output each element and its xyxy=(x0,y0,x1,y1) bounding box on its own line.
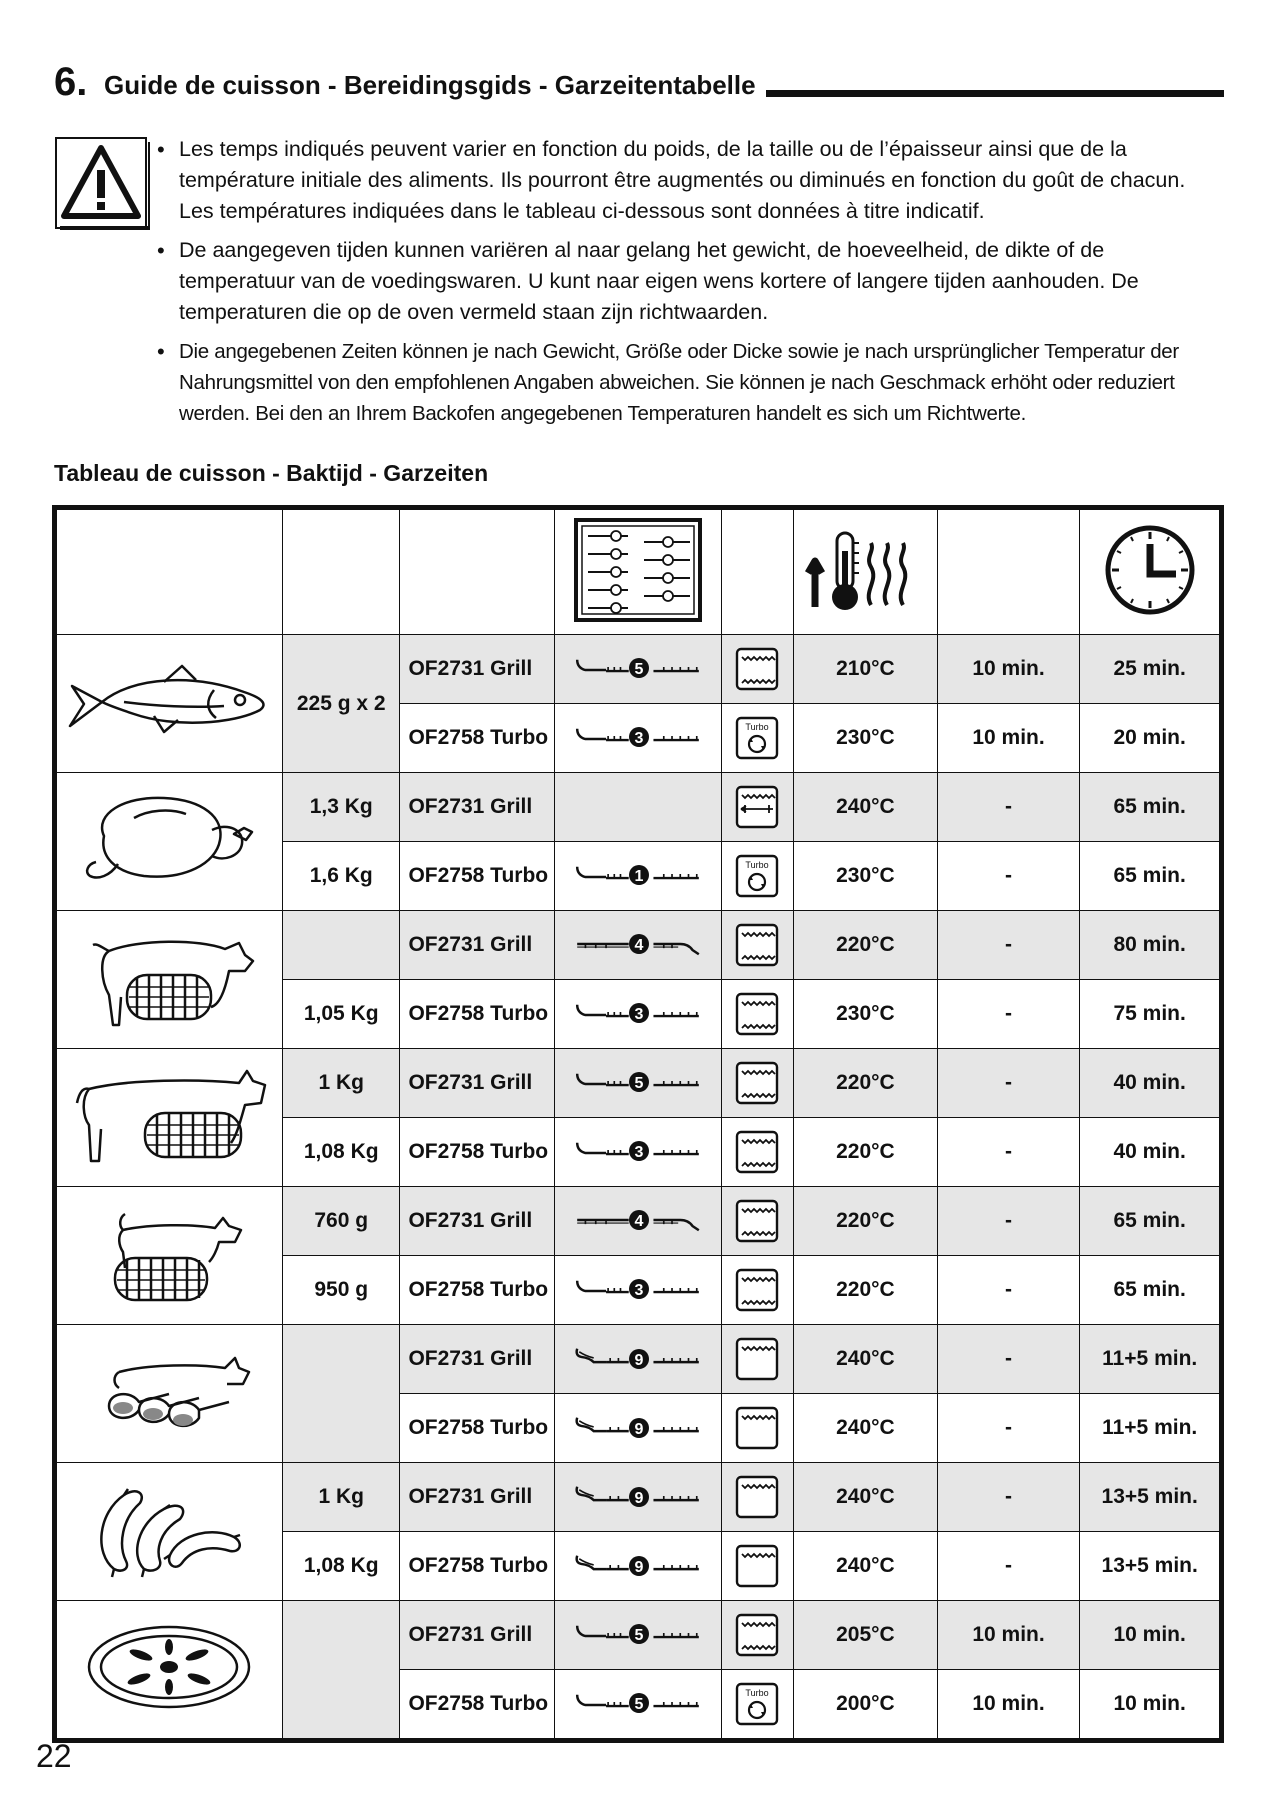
table-row xyxy=(55,1325,1222,1394)
weight-cell: 1,6 Kg xyxy=(282,842,400,911)
note-fr: • Les temps indiqués peuvent varier en fonction du poids, de la taille ou de l’épaisseur ainsi que de la température initiale des aliments. Ils pourront être augmentés ou diminués en fonction du goût de chacun. Les températures indiquées dans le tableau ci-dessous sont données à titre indicatif. xyxy=(155,134,1225,227)
header-mode xyxy=(721,508,793,635)
page-number: 22 xyxy=(36,1738,72,1774)
time-cell: 11+5 min. xyxy=(1080,1394,1222,1463)
weight-cell: 1 Kg xyxy=(282,1049,400,1118)
table-header-row xyxy=(55,508,1222,635)
shelf-levels-icon xyxy=(555,508,722,635)
clock-icon xyxy=(1080,508,1222,635)
top-heat-icon xyxy=(721,1532,793,1601)
weight-cell: 950 g xyxy=(282,1256,400,1325)
time-cell: 75 min. xyxy=(1080,980,1222,1049)
fish-icon xyxy=(55,635,283,773)
top-heat-icon xyxy=(721,1325,793,1394)
preheat-cell: 10 min. xyxy=(937,1670,1080,1741)
temperature-cell: 220°C xyxy=(794,1118,938,1187)
beef-roast-icon xyxy=(55,1049,283,1187)
model-cell: OF2758 Turbo xyxy=(400,1532,555,1601)
temperature-cell: 230°C xyxy=(794,980,938,1049)
top-heat-icon xyxy=(721,1463,793,1532)
temperature-cell: 210°C xyxy=(794,635,938,704)
sausages-icon xyxy=(55,1463,283,1601)
shelf-level-3-icon xyxy=(555,704,722,773)
time-cell: 25 min. xyxy=(1080,635,1222,704)
table-row xyxy=(55,1187,1222,1256)
svg-text:9: 9 xyxy=(634,1352,644,1369)
weight-cell: 1,08 Kg xyxy=(282,1118,400,1187)
notes-list xyxy=(155,134,1225,437)
time-cell: 65 min. xyxy=(1080,842,1222,911)
preheat-cell: - xyxy=(937,1256,1080,1325)
temperature-cell: 240°C xyxy=(794,1532,938,1601)
warning-triangle-icon xyxy=(54,136,150,232)
shelf-level-3-icon xyxy=(555,1118,722,1187)
preheat-cell: - xyxy=(937,1187,1080,1256)
model-cell: OF2758 Turbo xyxy=(400,1256,555,1325)
preheat-cell: - xyxy=(937,1325,1080,1394)
top-bottom-heat-icon xyxy=(721,1187,793,1256)
top-bottom-heat-icon xyxy=(721,635,793,704)
shelf-level-4-icon xyxy=(555,911,722,980)
top-heat-icon xyxy=(721,1394,793,1463)
weight-cell: 1 Kg xyxy=(282,1463,400,1532)
shelf-level-3-icon xyxy=(555,1256,722,1325)
svg-text:3: 3 xyxy=(634,730,644,747)
model-cell: OF2731 Grill xyxy=(400,1601,555,1670)
svg-text:5: 5 xyxy=(634,1696,644,1713)
header-preheat xyxy=(937,508,1080,635)
note-de: • Die angegebenen Zeiten können je nach Gewicht, Größe oder Dicke sowie je nach ursprünglicher Temperatur der Nahrungsmittel von den empfohlenen Angaben abweichen. Sie können je nach Geschmack erhöht oder reduziert werden. Bei den an Ihrem Backofen angegebenen Temperaturen handelt es sich um Richtwerte. xyxy=(155,336,1225,429)
header-model xyxy=(400,508,555,635)
model-cell: OF2758 Turbo xyxy=(400,1394,555,1463)
preheat-cell: 10 min. xyxy=(937,635,1080,704)
svg-text:4: 4 xyxy=(634,937,644,954)
temperature-cell: 220°C xyxy=(794,911,938,980)
preheat-cell: - xyxy=(937,842,1080,911)
weight-cell: 1,08 Kg xyxy=(282,1532,400,1601)
time-cell: 10 min. xyxy=(1080,1601,1222,1670)
svg-text:9: 9 xyxy=(634,1559,644,1576)
time-cell: 40 min. xyxy=(1080,1049,1222,1118)
time-cell: 13+5 min. xyxy=(1080,1463,1222,1532)
weight-cell: 1,3 Kg xyxy=(282,773,400,842)
table-row xyxy=(55,911,1222,980)
model-cell: OF2758 Turbo xyxy=(400,1118,555,1187)
preheat-cell: - xyxy=(937,773,1080,842)
temperature-cell: 205°C xyxy=(794,1601,938,1670)
weight-cell xyxy=(282,1601,400,1741)
time-cell: 65 min. xyxy=(1080,1256,1222,1325)
turbo-fan-icon xyxy=(721,1670,793,1741)
model-cell: OF2758 Turbo xyxy=(400,1670,555,1741)
time-cell: 80 min. xyxy=(1080,911,1222,980)
shelf-level-5-icon xyxy=(555,1670,722,1741)
temperature-cell: 240°C xyxy=(794,773,938,842)
model-cell: OF2731 Grill xyxy=(400,635,555,704)
section-title: Guide de cuisson - Bereidingsgids - Garzeitentabelle xyxy=(104,70,756,100)
note-nl: • De aangegeven tijden kunnen variëren al naar gelang het gewicht, de hoeveelheid, de dikte of de temperatuur van de voedingswaren. U kunt naar eigen wens kortere of langere tijden aanhouden. De temperaturen die op de oven vermeld staan zijn richtwaarden. xyxy=(155,235,1225,328)
model-cell: OF2731 Grill xyxy=(400,773,555,842)
temperature-cell: 220°C xyxy=(794,1256,938,1325)
header-weight xyxy=(282,508,400,635)
table-row xyxy=(55,1049,1222,1118)
model-cell: OF2731 Grill xyxy=(400,1187,555,1256)
shelf-level-9-icon xyxy=(555,1325,722,1394)
time-cell: 13+5 min. xyxy=(1080,1532,1222,1601)
model-cell: OF2758 Turbo xyxy=(400,980,555,1049)
weight-cell: 225 g x 2 xyxy=(282,635,400,773)
header-rule xyxy=(766,90,1224,97)
preheat-cell: - xyxy=(937,1049,1080,1118)
preheat-cell: 10 min. xyxy=(937,1601,1080,1670)
model-cell: OF2731 Grill xyxy=(400,1049,555,1118)
shelf-level-5-icon xyxy=(555,1049,722,1118)
chicken-icon xyxy=(55,773,283,911)
svg-text:3: 3 xyxy=(634,1144,644,1161)
svg-text:5: 5 xyxy=(634,1075,644,1092)
svg-text:4: 4 xyxy=(634,1213,644,1230)
model-cell: OF2758 Turbo xyxy=(400,704,555,773)
rotisserie-icon xyxy=(721,773,793,842)
cooking-table xyxy=(52,505,1224,1743)
svg-text:9: 9 xyxy=(634,1421,644,1438)
svg-text:3: 3 xyxy=(634,1282,644,1299)
time-cell: 65 min. xyxy=(1080,1187,1222,1256)
table-row xyxy=(55,773,1222,842)
section-header xyxy=(54,60,1224,108)
preheat-cell: - xyxy=(937,1532,1080,1601)
table-title: Tableau de cuisson - Baktijd - Garzeiten xyxy=(54,460,489,486)
header-food xyxy=(55,508,283,635)
temperature-cell: 220°C xyxy=(794,1187,938,1256)
preheat-cell: 10 min. xyxy=(937,704,1080,773)
model-cell: OF2731 Grill xyxy=(400,1325,555,1394)
preheat-cell: - xyxy=(937,980,1080,1049)
temperature-cell: 240°C xyxy=(794,1394,938,1463)
time-cell: 20 min. xyxy=(1080,704,1222,773)
pizza-icon xyxy=(55,1601,283,1741)
top-bottom-heat-icon xyxy=(721,1256,793,1325)
section-number: 6. xyxy=(54,60,88,104)
shelf-level-5-icon xyxy=(555,635,722,704)
model-cell: OF2731 Grill xyxy=(400,911,555,980)
temperature-cell: 230°C xyxy=(794,704,938,773)
weight-cell xyxy=(282,911,400,980)
table-row xyxy=(55,1463,1222,1532)
temperature-cell: 230°C xyxy=(794,842,938,911)
svg-text:5: 5 xyxy=(634,661,644,678)
time-cell: 40 min. xyxy=(1080,1118,1222,1187)
top-bottom-heat-icon xyxy=(721,911,793,980)
top-bottom-heat-icon xyxy=(721,1049,793,1118)
time-cell: 11+5 min. xyxy=(1080,1325,1222,1394)
svg-text:9: 9 xyxy=(634,1490,644,1507)
shelf-level-5-icon xyxy=(555,1601,722,1670)
shelf-level-9-icon xyxy=(555,1463,722,1532)
top-bottom-heat-icon xyxy=(721,1601,793,1670)
shelf-level-9-icon xyxy=(555,1394,722,1463)
model-cell: OF2731 Grill xyxy=(400,1463,555,1532)
shelf-level-4-icon xyxy=(555,1187,722,1256)
preheat-cell: - xyxy=(937,1463,1080,1532)
svg-text:3: 3 xyxy=(634,1006,644,1023)
lamb-chops-icon xyxy=(55,1325,283,1463)
preheat-cell: - xyxy=(937,1394,1080,1463)
shelf-level-1-icon xyxy=(555,842,722,911)
weight-cell: 1,05 Kg xyxy=(282,980,400,1049)
temperature-cell: 240°C xyxy=(794,1463,938,1532)
veal-roast-icon xyxy=(55,1187,283,1325)
top-bottom-heat-icon xyxy=(721,980,793,1049)
weight-cell: 760 g xyxy=(282,1187,400,1256)
temperature-cell: 240°C xyxy=(794,1325,938,1394)
preheat-cell: - xyxy=(937,911,1080,980)
turbo-fan-icon xyxy=(721,842,793,911)
table-row xyxy=(55,635,1222,704)
top-bottom-heat-icon xyxy=(721,1118,793,1187)
preheat-cell: - xyxy=(937,1118,1080,1187)
shelf-level-9-icon xyxy=(555,1532,722,1601)
weight-cell xyxy=(282,1325,400,1463)
svg-text:5: 5 xyxy=(634,1627,644,1644)
temperature-cell: 220°C xyxy=(794,1049,938,1118)
temperature-cell: 200°C xyxy=(794,1670,938,1741)
thermometer-heat-icon xyxy=(794,508,938,635)
table-row xyxy=(55,1601,1222,1670)
time-cell: 65 min. xyxy=(1080,773,1222,842)
model-cell: OF2758 Turbo xyxy=(400,842,555,911)
pork-roast-icon xyxy=(55,911,283,1049)
turbo-fan-icon xyxy=(721,704,793,773)
shelf-level-3-icon xyxy=(555,980,722,1049)
time-cell: 10 min. xyxy=(1080,1670,1222,1741)
svg-text:1: 1 xyxy=(634,868,644,885)
shelf-level-empty xyxy=(555,773,722,842)
